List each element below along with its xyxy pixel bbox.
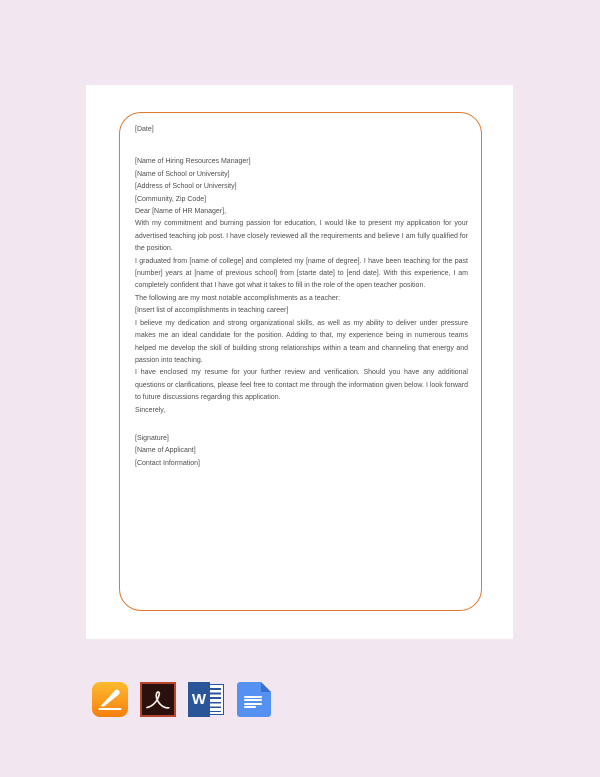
gdocs-folded-corner	[261, 682, 271, 692]
signature-block	[135, 433, 468, 470]
letter-border-frame	[119, 112, 482, 611]
closing-line: Sincerely,	[135, 406, 166, 414]
gdocs-text-lines	[244, 696, 262, 710]
acrobat-a-glyph	[143, 685, 173, 714]
google-docs-icon[interactable]	[236, 682, 272, 717]
document-page	[86, 85, 513, 639]
signature-line: [Contact Information]	[135, 459, 200, 467]
adobe-pdf-icon[interactable]	[140, 682, 176, 717]
recipient-line: [Address of School or University]	[135, 183, 237, 191]
salutation-line: Dear [Name of HR Manager],	[135, 208, 227, 216]
apple-pages-icon[interactable]	[92, 682, 128, 717]
pen-glyph	[92, 682, 128, 717]
letter-content	[135, 124, 468, 470]
format-icons-row	[92, 682, 272, 717]
accomplishments-intro-line: The following are my most notable accomplishments as a teacher:	[135, 294, 341, 302]
body-paragraph: I graduated from [name of college] and completed my [name of degree]. I have been teaching for the past [number] years at [name of previous school] from [starte date] to [end date]. With this experience, I am completely confident that I have got what it takes to fill in the role of the open teacher position.	[135, 257, 468, 290]
microsoft-word-icon[interactable]	[188, 682, 224, 717]
signature-line: [Name of Applicant]	[135, 447, 196, 455]
body-paragraph: I believe my dedication and strong organizational skills, as well as my ability to deliver under pressure makes me an ideal candidate for the position. Adding to that, my experience being in numerous teams helped me develop the skill of building strong relationships within a team and channeling that energy and passion into teaching.	[135, 319, 468, 364]
body-paragraph: I have enclosed my resume for your further review and verification. Should you have any additional questions or clarifications, please feel free to contact me through the information given below. I look forward to future discussions regarding this application.	[135, 369, 468, 402]
signature-line: [Signature]	[135, 434, 169, 442]
date-placeholder: [Date]	[135, 126, 154, 133]
word-w-panel: W	[188, 682, 210, 717]
recipient-line: [Name of Hiring Resources Manager]	[135, 158, 251, 166]
accomplishments-placeholder-line: [Insert list of accomplishments in teaching career]	[135, 307, 289, 315]
recipient-block	[135, 156, 468, 206]
word-document-lines	[209, 688, 221, 712]
body-paragraph: With my commitment and burning passion for education, I would like to present my application for your advertised teaching job post. I have closely reviewed all the requirements and believe I am fully qualified for the position.	[135, 220, 468, 253]
recipient-line: [Community, Zip Code]	[135, 195, 207, 203]
recipient-line: [Name of School or University]	[135, 170, 230, 178]
